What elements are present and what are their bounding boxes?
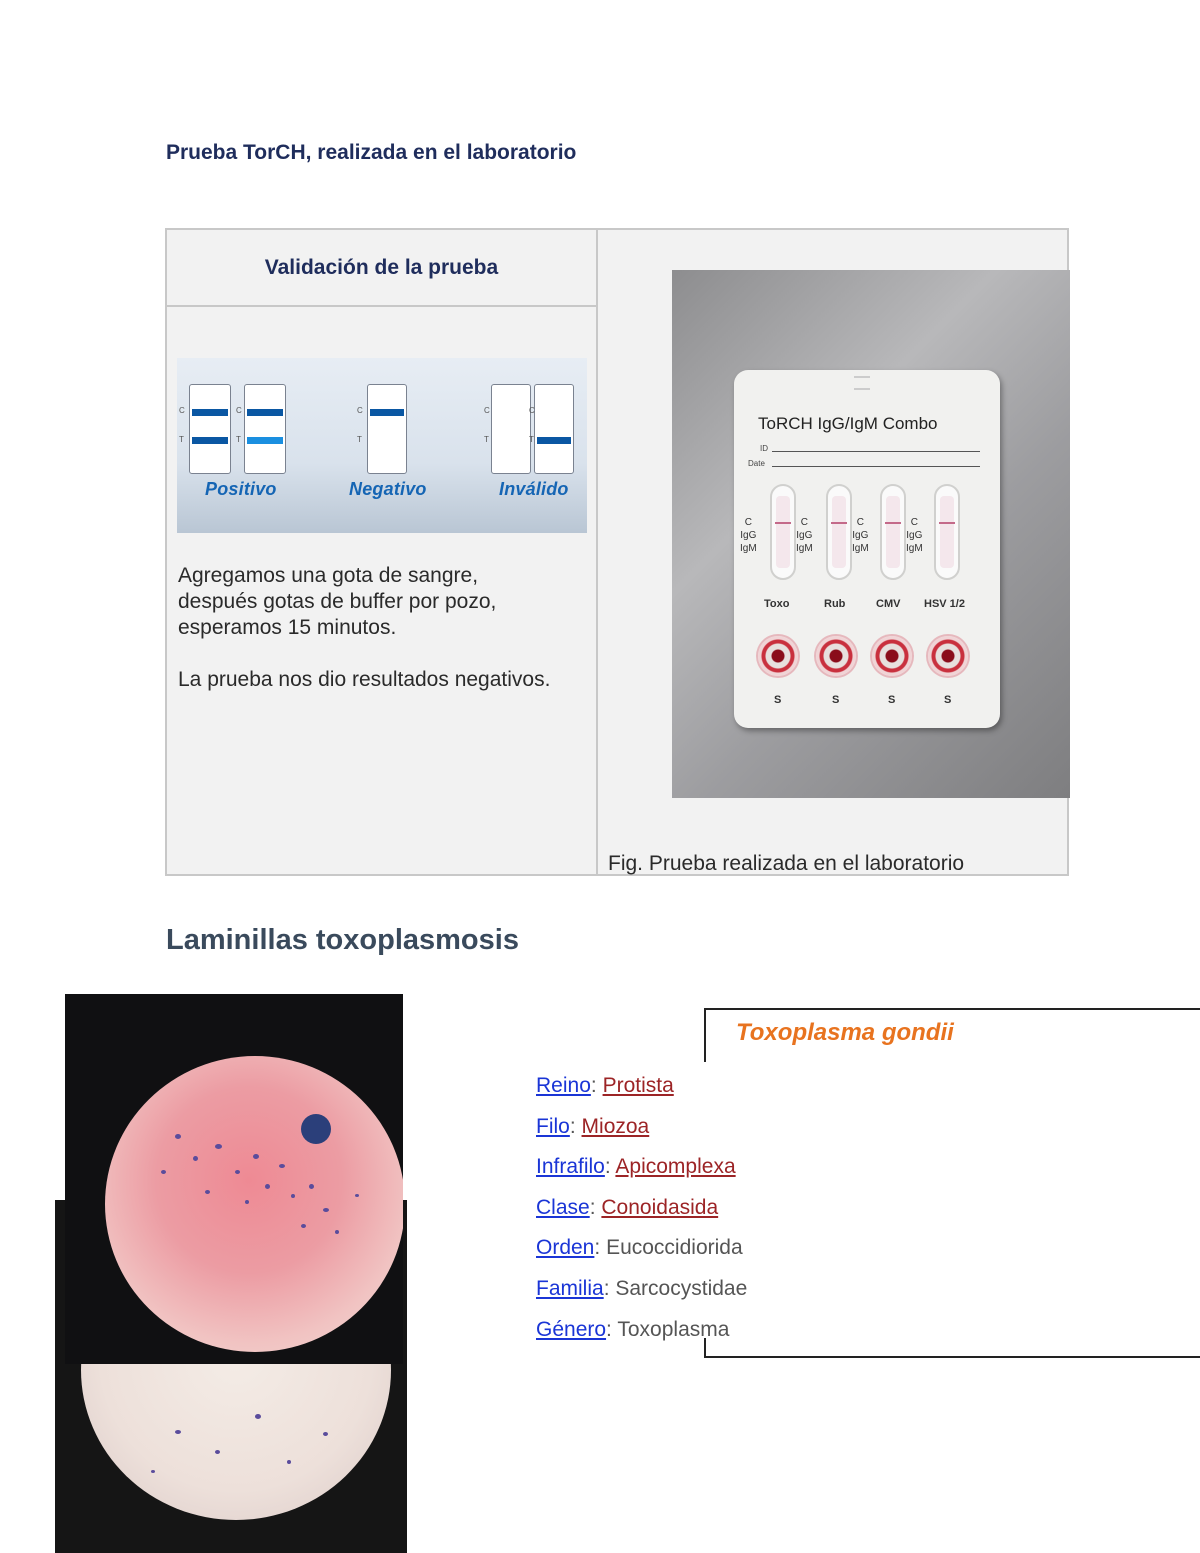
test-strip xyxy=(244,384,286,474)
table-header-validation: Validación de la prueba xyxy=(264,255,499,279)
test-mark: T xyxy=(484,435,489,444)
result-window xyxy=(770,484,796,580)
test-strip xyxy=(491,384,531,474)
taxonomy-row-genero: Género: Toxoplasma xyxy=(536,1317,730,1341)
taxonomy-list xyxy=(536,1066,747,1350)
sample-well xyxy=(758,636,798,676)
cassette-title: ToRCH IgG/IgM Combo xyxy=(758,414,938,433)
link-genero[interactable]: Género xyxy=(536,1317,607,1341)
sample-mark: S xyxy=(774,694,782,706)
stain-blob xyxy=(301,1114,331,1144)
analyte-cmv: CMV xyxy=(876,598,901,610)
link-miozoa[interactable]: Miozoa xyxy=(581,1114,650,1138)
taxonomy-row-infrafilo: Infrafilo: Apicomplexa xyxy=(536,1155,736,1179)
taxonomy-box-top xyxy=(704,1008,1200,1010)
taxonomy-box-left-top xyxy=(704,1008,706,1062)
procedure-paragraph: Agregamos una gota de sangre, después gotas de buffer por pozo, esperamos 15 minutos. xyxy=(178,564,497,639)
value-sarcocystidae: Sarcocystidae xyxy=(615,1276,748,1300)
page-title: Prueba TorCH, realizada en el laboratorio xyxy=(166,141,577,164)
cassette-date-line xyxy=(772,466,980,467)
cassette-id-field: ID xyxy=(760,444,768,453)
window-marks: C IgG IgM xyxy=(852,517,869,554)
link-clase[interactable]: Clase xyxy=(536,1195,590,1219)
cassette-id-line xyxy=(772,451,980,452)
taxonomy-row-familia: Familia: Sarcocystidae xyxy=(536,1276,748,1300)
result-window xyxy=(826,484,852,580)
window-marks: C IgG IgM xyxy=(796,517,813,554)
table-row-divider xyxy=(167,305,597,307)
taxonomy-title: Toxoplasma gondii xyxy=(736,1019,954,1046)
procedure-text xyxy=(178,563,558,719)
control-mark: C xyxy=(484,406,490,415)
control-mark: C xyxy=(179,406,185,415)
test-strip xyxy=(534,384,574,474)
figure-caption: Fig. Prueba realizada en el laboratorio xyxy=(608,852,965,875)
link-apicomplexa[interactable]: Apicomplexa xyxy=(615,1155,736,1179)
link-filo[interactable]: Filo xyxy=(536,1114,570,1138)
label-negativo: Negativo xyxy=(349,479,427,499)
validation-diagram xyxy=(177,358,587,533)
label-positivo: Positivo xyxy=(205,479,277,499)
taxonomy-row-orden: Orden: Eucoccidiorida xyxy=(536,1236,743,1260)
value-toxoplasma: Toxoplasma xyxy=(617,1317,730,1341)
test-band xyxy=(192,437,228,444)
micrograph-top xyxy=(65,994,403,1364)
test-strip xyxy=(367,384,407,474)
test-strip xyxy=(189,384,231,474)
sample-well xyxy=(816,636,856,676)
window-marks: C IgG IgM xyxy=(906,517,923,554)
test-mark: T xyxy=(357,435,362,444)
torch-test-cassette xyxy=(734,370,1000,728)
test-band xyxy=(537,437,571,444)
result-paragraph: La prueba nos dio resultados negativos. xyxy=(178,668,551,691)
test-mark: T xyxy=(236,435,241,444)
test-band xyxy=(247,437,283,444)
result-window xyxy=(880,484,906,580)
cassette-notch xyxy=(854,376,870,390)
sample-mark: S xyxy=(832,694,840,706)
lab-test-photo xyxy=(672,270,1070,798)
table-column-divider xyxy=(596,228,598,876)
test-mark: T xyxy=(529,435,534,444)
section-title: Laminillas toxoplasmosis xyxy=(166,924,519,956)
test-mark: T xyxy=(179,435,184,444)
control-mark: C xyxy=(529,406,535,415)
microscope-field xyxy=(105,1056,403,1352)
analyte-rub: Rub xyxy=(824,598,846,610)
analyte-hsv: HSV 1/2 xyxy=(924,598,965,610)
window-marks: C IgG IgM xyxy=(740,517,757,554)
label-invalido: Inválido xyxy=(499,479,569,499)
sample-mark: S xyxy=(944,694,952,706)
taxonomy-row-filo: Filo: Miozoa xyxy=(536,1114,650,1138)
control-band xyxy=(370,409,404,416)
control-mark: C xyxy=(236,406,242,415)
link-conoidasida[interactable]: Conoidasida xyxy=(601,1195,719,1219)
link-familia[interactable]: Familia xyxy=(536,1276,604,1300)
link-infrafilo[interactable]: Infrafilo xyxy=(536,1155,605,1179)
control-band xyxy=(247,409,283,416)
link-reino[interactable]: Reino xyxy=(536,1074,591,1097)
cassette-date-field: Date xyxy=(748,459,765,468)
analyte-toxo: Toxo xyxy=(764,598,790,610)
taxonomy-row-reino: Reino: Protista xyxy=(536,1074,674,1097)
control-band xyxy=(192,409,228,416)
link-orden[interactable]: Orden xyxy=(536,1236,595,1260)
taxonomy-row-clase: Clase: Conoidasida xyxy=(536,1195,719,1219)
value-eucoccidiorida: Eucoccidiorida xyxy=(606,1236,743,1260)
result-window xyxy=(934,484,960,580)
taxonomy-box-bottom xyxy=(704,1356,1200,1358)
sample-well xyxy=(928,636,968,676)
control-mark: C xyxy=(357,406,363,415)
sample-well xyxy=(872,636,912,676)
link-protista[interactable]: Protista xyxy=(602,1074,674,1097)
sample-mark: S xyxy=(888,694,896,706)
